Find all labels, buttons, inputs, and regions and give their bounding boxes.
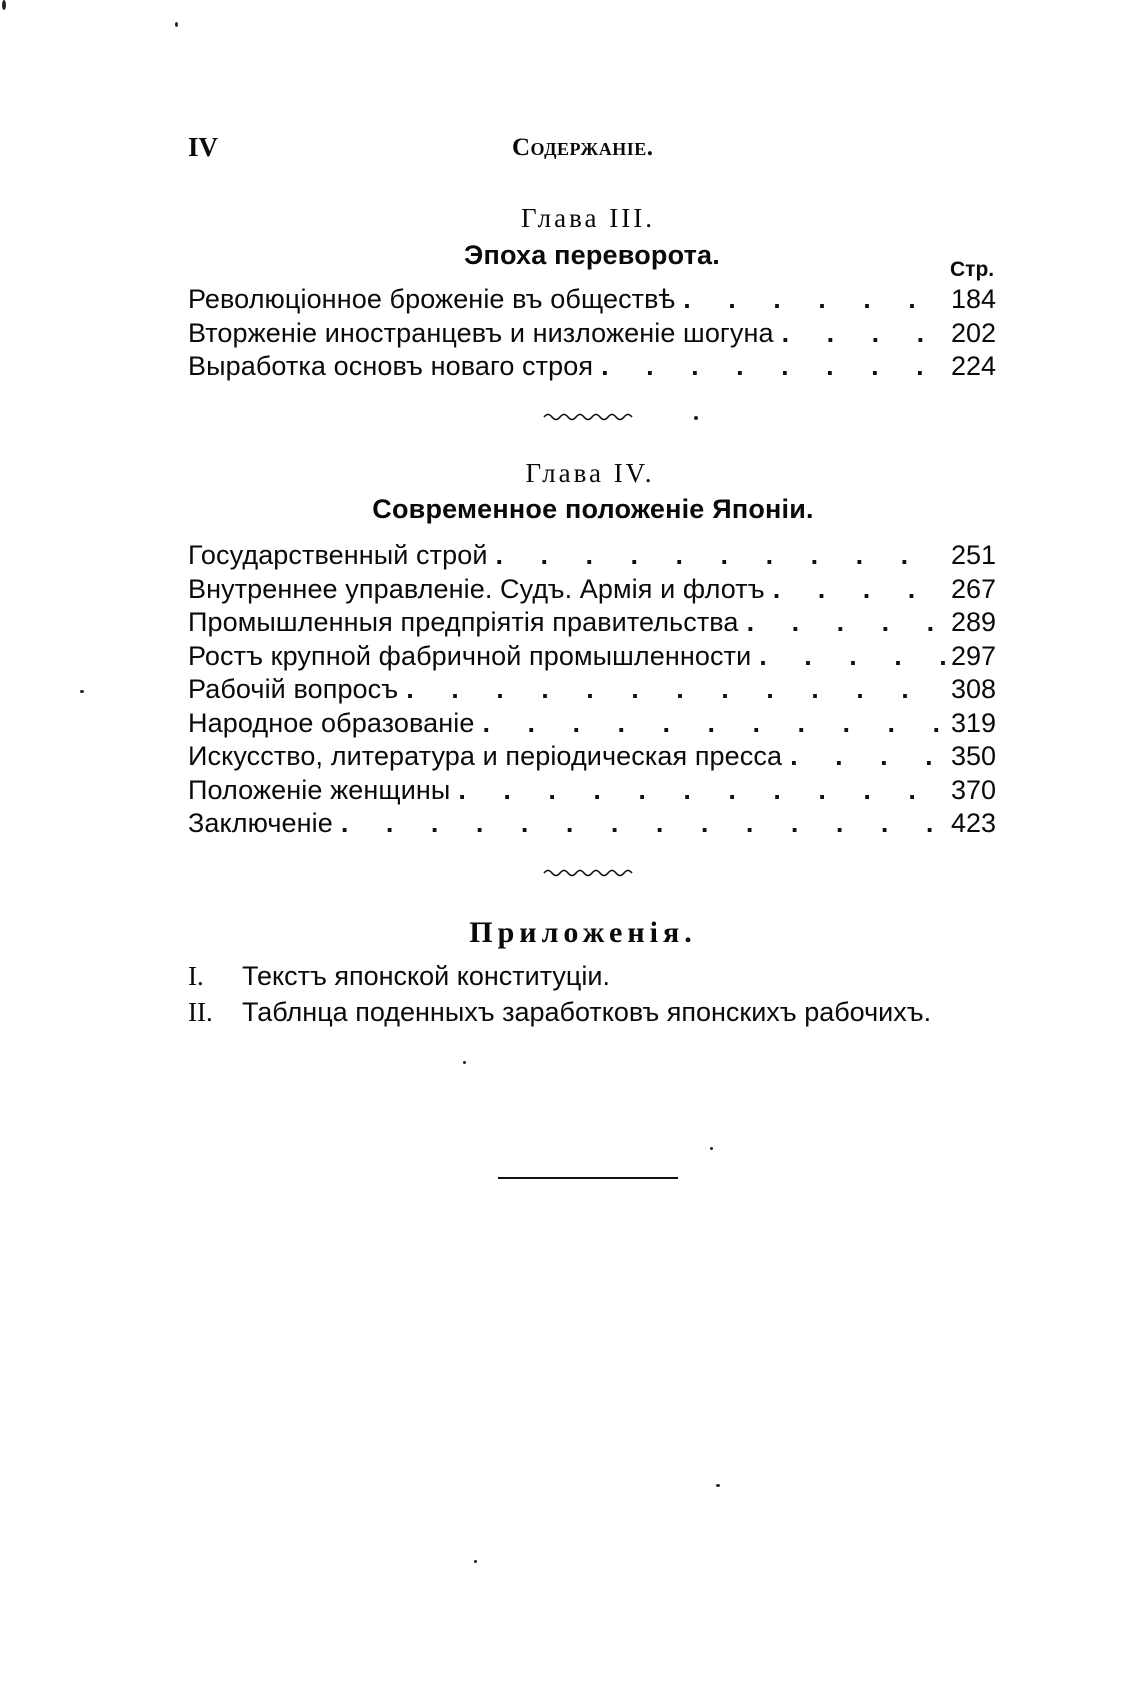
toc-entry[interactable] [188,317,996,351]
toc-entry[interactable] [188,283,996,317]
scan-speck [463,1061,466,1064]
toc-entry-page: 184 [950,284,996,314]
scan-speck [80,690,84,693]
dot-leader [450,774,945,808]
wavy-divider [542,867,638,879]
dot-leader [774,317,945,351]
toc-entry-page: 423 [950,808,996,838]
toc-entry-title: Искусство, литература и періодическая пресса [188,741,783,771]
toc-entry-page: 224 [950,351,996,381]
toc-entry-title: Государственный строй [188,540,488,570]
toc-entry-title: Промышленныя предпріятія правительства [188,607,739,637]
toc-entry[interactable] [188,673,996,707]
toc-entry-page: 370 [950,774,996,805]
scan-speck [2,0,6,10]
appendix-item[interactable] [188,994,931,1030]
dot-leader [782,740,945,774]
appendix-title: Текстъ японской конституціи. [242,961,610,991]
scan-speck [710,1147,713,1150]
toc-entry-page: 308 [950,674,996,704]
scan-speck [716,1484,720,1487]
chapter-4-toc [188,539,996,841]
appendix-title: Таблнца поденныхъ заработковъ японскихъ рабочихъ. [242,997,932,1027]
toc-entry-title: Революціонное броженіе въ обществѣ [188,284,676,314]
appendices-list [188,958,931,1030]
toc-entry-page: 251 [950,540,996,570]
dot-leader [751,640,945,674]
chapter-4-title: Современное положеніе Японіи. [372,494,814,524]
toc-entry[interactable] [188,606,996,640]
scan-speck [694,416,698,420]
toc-entry-page: 267 [950,573,996,604]
appendices-heading: Приложенія. [469,916,697,949]
closing-rule [498,1177,678,1179]
toc-entry[interactable] [188,740,996,774]
dot-leader [765,573,945,607]
toc-entry-page: 289 [950,607,996,637]
chapter-4-label: Глава IV. [525,458,655,488]
toc-entry-title: Положеніе женщины [188,774,451,805]
toc-entry[interactable] [188,573,996,607]
dot-leader [593,350,945,384]
toc-entry[interactable] [188,640,996,674]
toc-entry-page: 350 [950,741,996,771]
toc-entry-page: 202 [950,317,996,348]
appendix-number: I. [188,961,204,991]
toc-entry[interactable] [188,807,996,841]
appendix-item[interactable] [188,958,931,994]
dot-leader [398,673,945,707]
toc-entry-page: 297 [950,640,996,671]
chapter-3-toc [188,283,996,384]
toc-entry[interactable] [188,539,996,573]
dot-leader [333,807,945,841]
wavy-divider [542,411,638,423]
toc-entry-title: Вторженіе иностранцевъ и низложеніе шогуна [188,317,774,348]
page-number: IV [188,132,219,162]
scan-speck [474,1560,477,1563]
toc-entry-page: 319 [950,707,996,738]
toc-entry-title: Заключеніе [188,808,333,838]
chapter-3-label: Глава III. [521,203,655,233]
dot-leader [488,539,945,573]
page-column-label: Стр. [950,258,995,281]
toc-entry[interactable] [188,774,996,808]
scan-speck [175,22,178,27]
dot-leader [739,606,945,640]
toc-entry-title: Выработка основъ новаго строя [188,351,594,381]
dot-leader [474,707,945,741]
appendix-number: II. [188,997,213,1027]
chapter-3-title: Эпоха переворота. [464,240,720,270]
running-title: Содержаніе. [512,134,654,161]
toc-entry[interactable] [188,350,996,384]
toc-entry-title: Рабочій вопросъ [188,674,399,704]
toc-entry-title: Ростъ крупной фабричной промышленности [188,640,752,671]
toc-entry-title: Народное образованіе [188,707,475,738]
toc-entry-title: Внутреннее управленіе. Судъ. Армія и флотъ [188,573,765,604]
toc-entry[interactable] [188,707,996,741]
dot-leader [675,283,945,317]
